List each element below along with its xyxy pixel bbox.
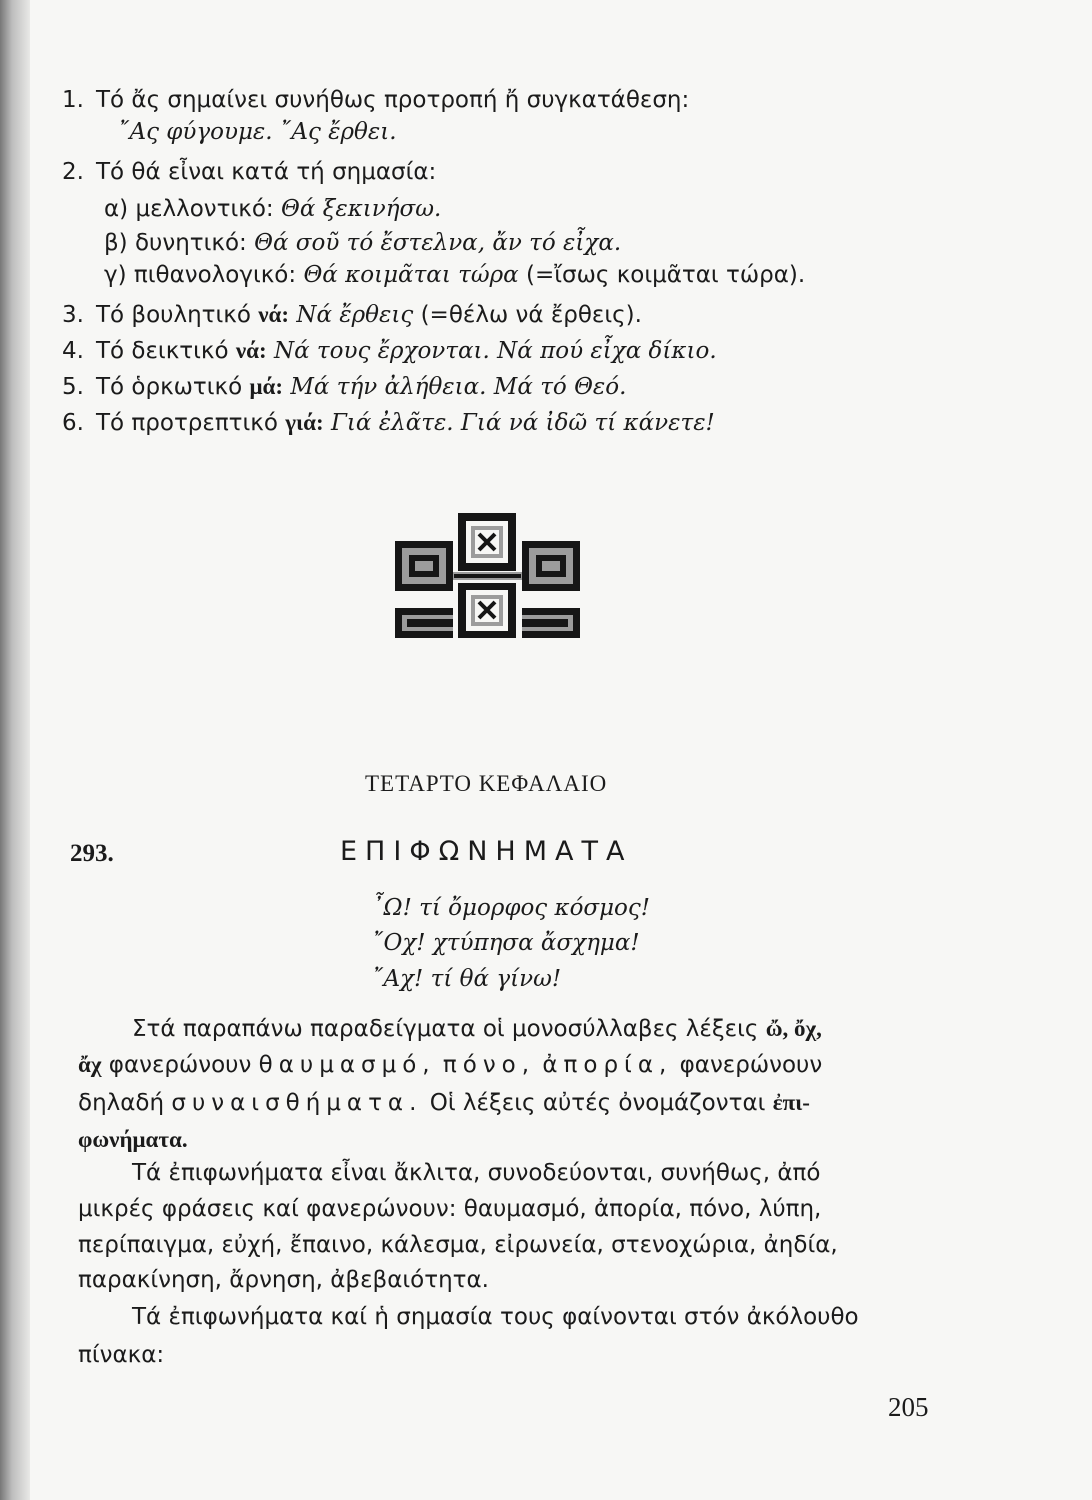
list-item-2a: α) μελλοντικό: Θά ξεκινήσω.	[104, 196, 442, 222]
list-item-6: 6. Τό προτρεπτικό γιά: Γιά ἐλᾶτε. Γιά νά ἰδῶ τί κάνετε!	[62, 410, 715, 436]
paragraph-3-line-1: Τά ἐπιφωνήματα καί ἡ σημασία τους φαίνονται στόν ἀκόλουθο	[132, 1304, 859, 1330]
section-number: 293.	[70, 840, 114, 867]
meander-ornament-icon	[395, 513, 580, 638]
paragraph-2-line-2: μικρές φράσεις καί φανερώνουν: θαυμασμό, ἀπορία, πόνο, λύπη,	[78, 1196, 822, 1222]
example-line-2: ῎Οχ! χτύπησα ἄσχημα!	[372, 930, 640, 956]
paragraph-3-line-2: πίνακα:	[78, 1342, 165, 1368]
paragraph-1-line-3: δηλαδή συναισθήματα. Οἱ λέξεις αὐτές ὀνομάζονται ἐπι-	[78, 1090, 810, 1116]
paragraph-2-line-4: παρακίνηση, ἄρνηση, ἀβεβαιότητα.	[78, 1267, 489, 1293]
paragraph-1-line-2: ἄχ φανερώνουν θαυμασμό, πόνο, ἀπορία, φανερώνουν	[78, 1052, 823, 1078]
section-title: ΕΠΙΦΩΝΗΜΑΤΑ	[340, 836, 633, 867]
list-item-2: 2. Τό θά εἶναι κατά τή σημασία:	[62, 159, 437, 185]
list-item-1-example: ῎Ας φύγουμε. ῎Ας ἔρθει.	[118, 119, 397, 145]
chapter-heading: ΤΕΤΑΡΤΟ ΚΕΦΑΛΑΙΟ	[365, 771, 608, 796]
list-item-1: 1. Τό ἄς σημαίνει συνήθως προτροπή ἤ συγκατάθεση:	[62, 87, 690, 113]
list-item-2b: β) δυνητικό: Θά σοῦ τό ἔστελνα, ἄν τό εἶχα.	[104, 230, 622, 256]
example-line-3: ῎Αχ! τί θά γίνω!	[372, 966, 562, 992]
page-number: 205	[888, 1392, 929, 1422]
list-item-4: 4. Τό δεικτικό νά: Νά τους ἔρχονται. Νά πού εἶχα δίκιο.	[62, 338, 717, 364]
list-item-2c: γ) πιθανολογικό: Θά κοιμᾶται τώρα (=ἴσως κοιμᾶται τώρα).	[104, 262, 806, 288]
paragraph-1-line-1: Στά παραπάνω παραδείγματα οἱ μονοσύλλαβες λέξεις ὤ, ὄχ,	[132, 1016, 822, 1042]
paragraph-1-line-4: φωνήματα.	[78, 1127, 188, 1152]
list-item-5: 5. Τό ὁρκωτικό μά: Μά τήν ἀλήθεια. Μά τό Θεό.	[62, 374, 627, 400]
list-item-3: 3. Τό βουλητικό νά: Νά ἔρθεις (=θέλω νά ἔρθεις).	[62, 302, 642, 328]
paragraph-2-line-1: Τά ἐπιφωνήματα εἶναι ἄκλιτα, συνοδεύονται, συνήθως, ἀπό	[132, 1160, 821, 1186]
paragraph-2-line-3: περίπαιγμα, εὐχή, ἔπαινο, κάλεσμα, εἰρωνεία, στενοχώρια, ἀηδία,	[78, 1232, 838, 1258]
example-line-1: ῏Ω! τί ὄμορφος κόσμος!	[372, 895, 651, 921]
